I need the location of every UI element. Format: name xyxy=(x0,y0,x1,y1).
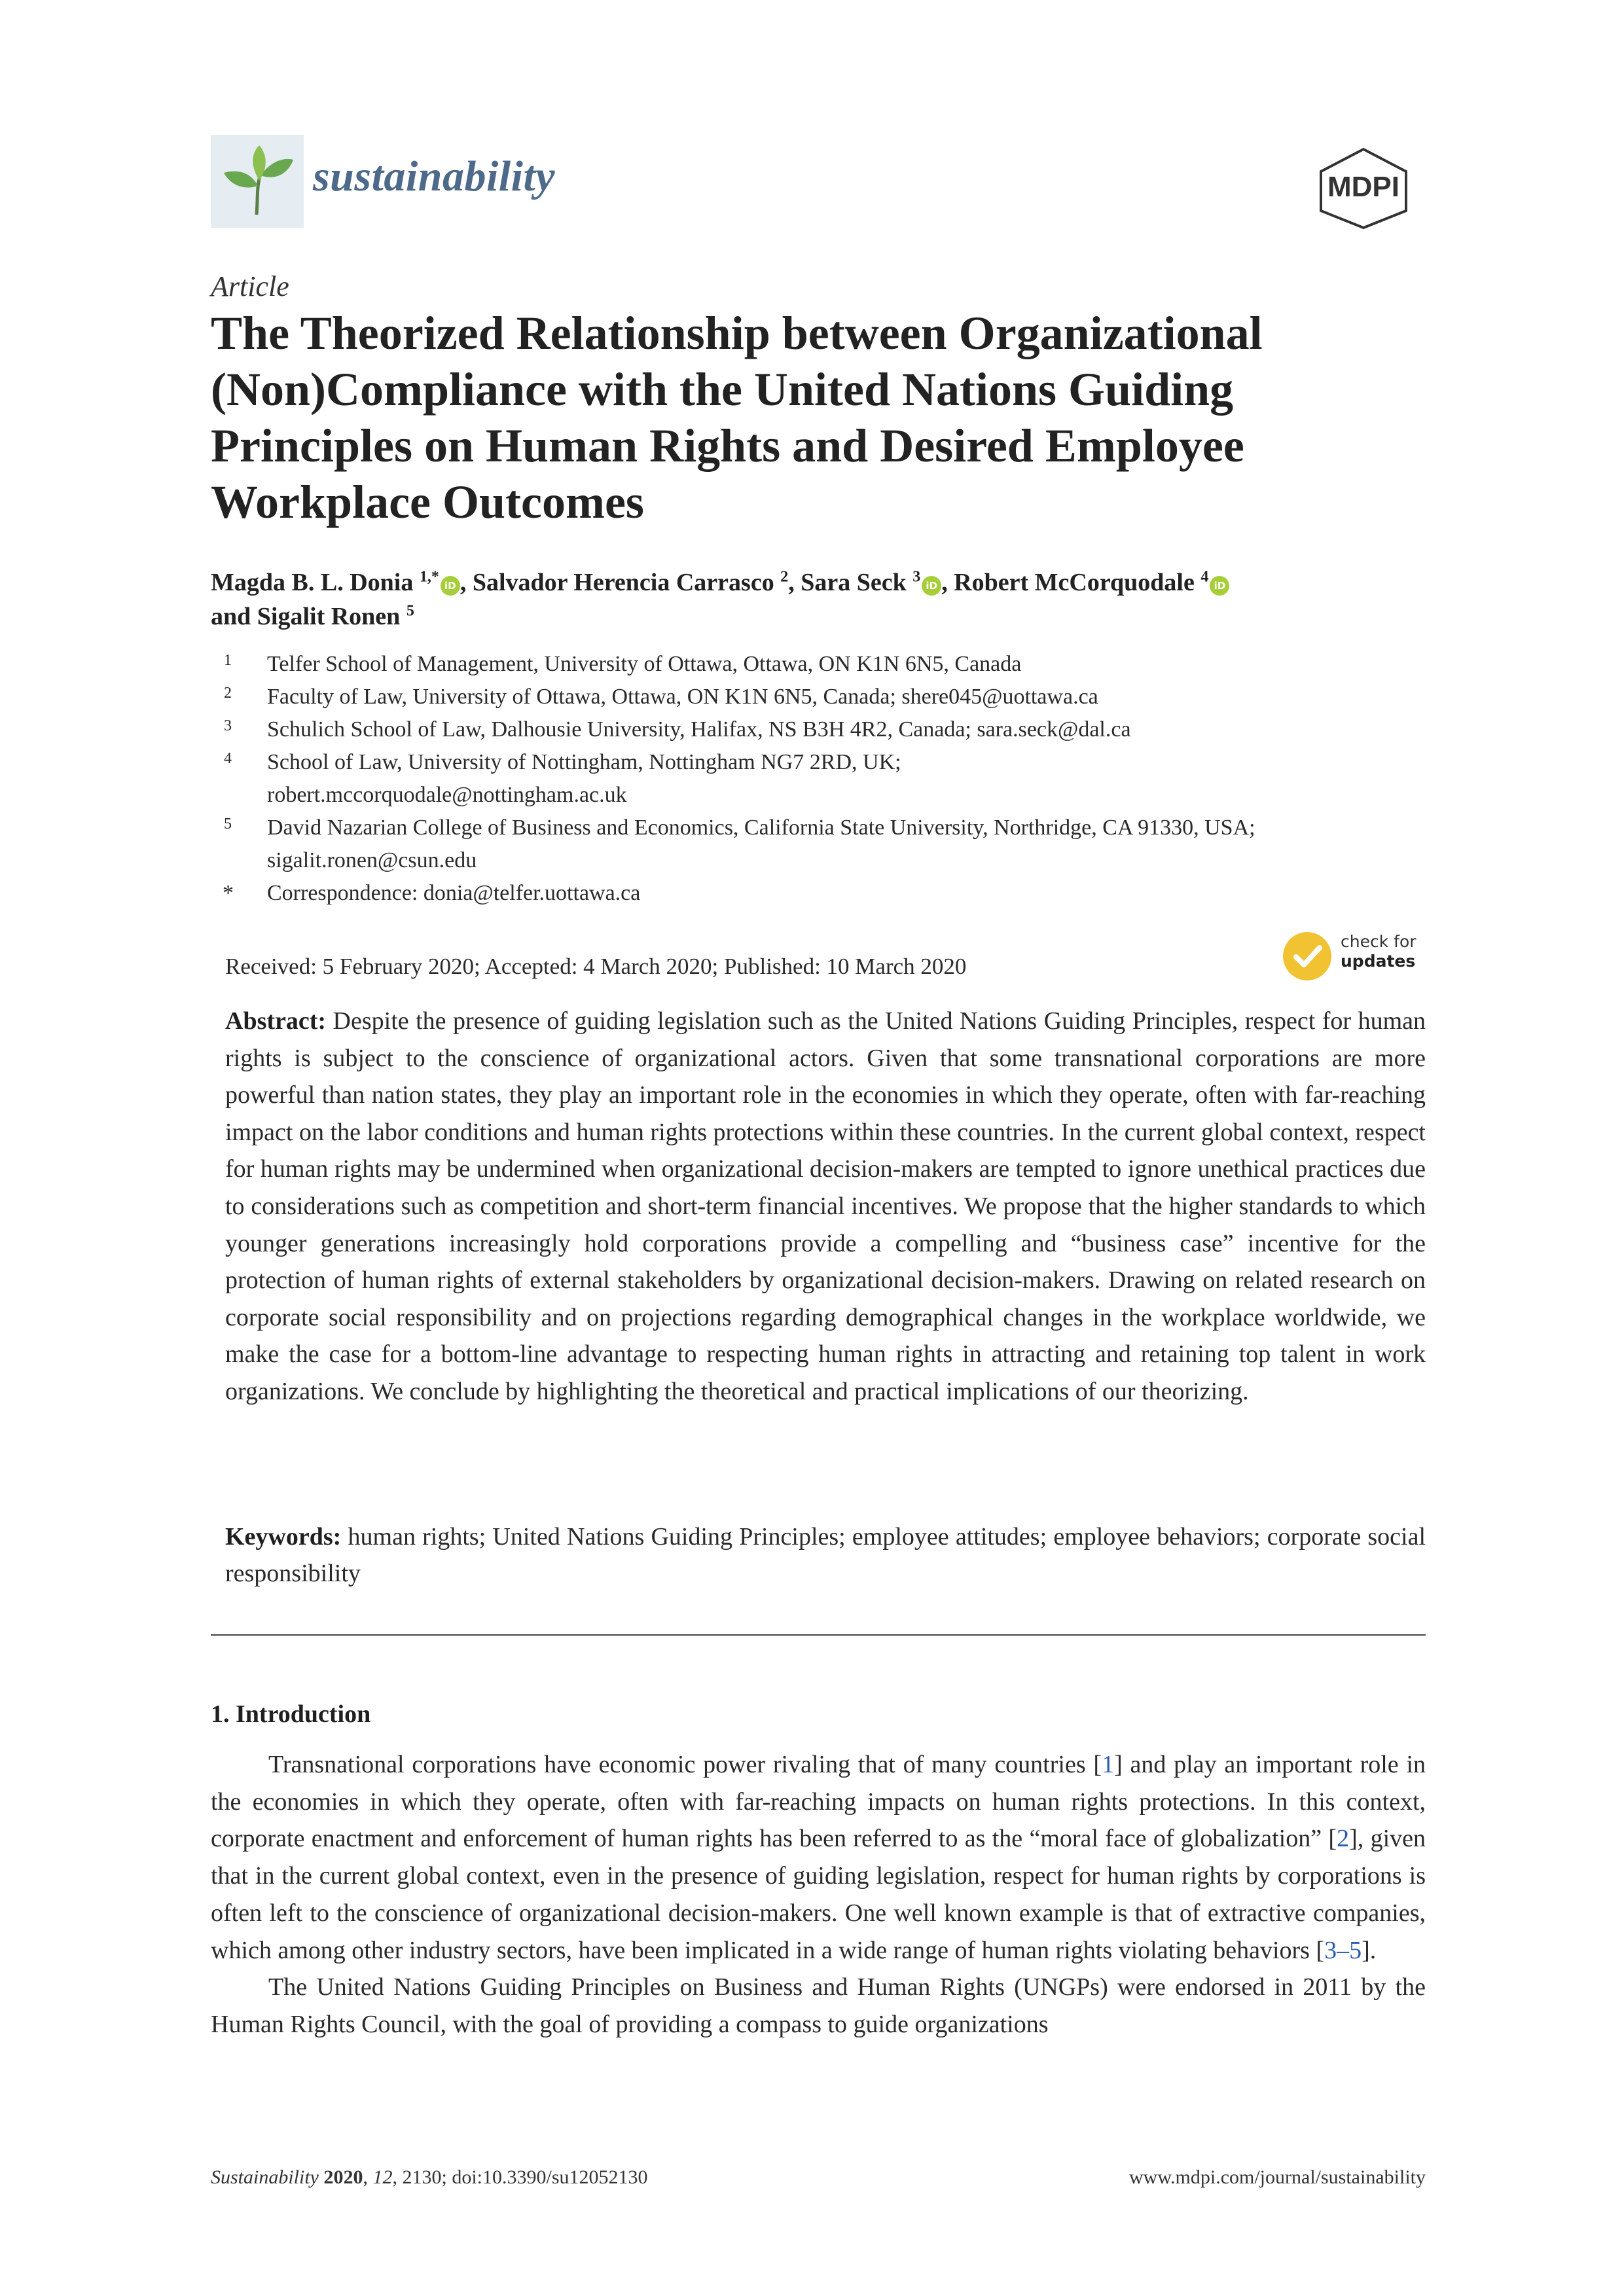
section-heading: 1. Introduction xyxy=(211,1700,371,1728)
correspondence xyxy=(211,877,1454,910)
orcid-icon[interactable]: iD xyxy=(922,576,941,596)
publisher-logo xyxy=(1308,145,1419,230)
introduction-body xyxy=(211,1746,1426,2043)
citation-link[interactable]: 1 xyxy=(1102,1751,1115,1778)
affiliation-line: Schulich School of Law, Dalhousie University, Halifax, NS B3H 4R2, Canada; sara.seck@dal.ca xyxy=(267,717,1131,742)
mdpi-logo-text: MDPI xyxy=(1327,171,1399,203)
citation-link[interactable]: 2 xyxy=(1337,1825,1350,1853)
affiliation-item xyxy=(211,812,1454,877)
check-for-updates-button[interactable] xyxy=(1283,929,1434,988)
affiliation-number: 1 xyxy=(224,652,232,669)
orcid-icon[interactable]: iD xyxy=(1210,576,1229,596)
author-name: Magda B. L. Donia xyxy=(211,569,414,596)
affiliation-item xyxy=(211,648,1454,681)
check-updates-line1: check for xyxy=(1341,932,1416,951)
title-line: Principles on Human Rights and Desired Employee xyxy=(211,420,1244,472)
author-name: Robert McCorquodale xyxy=(954,569,1195,596)
footer-doi: , 2130; doi:10.3390/su12052130 xyxy=(392,2166,648,2188)
keywords xyxy=(225,1518,1426,1592)
abstract xyxy=(225,1003,1426,1410)
author-affiliation-number: 2 xyxy=(780,568,789,586)
author-separator: , xyxy=(941,569,954,596)
journal-name: sustainability xyxy=(313,152,556,200)
keywords-text: human rights; United Nations Guiding Principles; employee attitudes; employee behaviors; corporate social responsibility xyxy=(225,1523,1426,1587)
check-updates-line2: updates xyxy=(1341,952,1416,971)
affiliation-item xyxy=(211,746,1454,812)
affiliation-line: David Nazarian College of Business and Economics, California State University, Northridge, CA 91330, USA; xyxy=(267,816,1255,840)
affiliation-number: 3 xyxy=(224,717,232,734)
journal-url-link[interactable]: www.mdpi.com/journal/sustainability xyxy=(1128,2166,1426,2188)
footer-volume: 12 xyxy=(372,2166,393,2188)
affiliation-line: Faculty of Law, University of Ottawa, Ottawa, ON K1N 6N5, Canada; shere045@uottawa.ca xyxy=(267,685,1098,709)
title-line: (Non)Compliance with the United Nations Guiding xyxy=(211,363,1234,416)
citation-link[interactable]: 3–5 xyxy=(1324,1936,1362,1964)
affiliation-number: 5 xyxy=(224,816,232,833)
paragraph: The United Nations Guiding Principles on Business and Human Rights (UNGPs) were endorsed in 2011 by the Human Rights Council, with the goal of providing a compass to guide organizations xyxy=(211,1973,1426,2038)
correspondence-text: Correspondence: donia@telfer.uottawa.ca xyxy=(267,881,641,905)
author-affiliation-number: 5 xyxy=(406,602,414,620)
section-divider xyxy=(211,1634,1426,1636)
paragraph: Transnational corporations have economic power rivaling that of many countries [1] and play an important role in the economies in which they operate, often with far-reaching impacts on human rights protections. In this context, corporate enactment and enforcement of human rights has been referred to as the “moral face of globalization” [2], given that in the current global context, even in the presence of guiding legislation, respect for human rights by corporations is often left to the conscience of organizational decision-makers. One well known example is that of extractive companies, which among other industry sectors, have been implicated in a wide range of human rights violating behaviors [3–5]. xyxy=(211,1751,1426,1964)
affiliation-number: 2 xyxy=(224,685,232,702)
title-line: The Theorized Relationship between Organizational xyxy=(211,307,1263,359)
abstract-text: Despite the presence of guiding legislation such as the United Nations Guiding Principles, respect for human rights is subject to the conscience of organizational actors. Given that some transnational corporations are more powerful than nation states, they play an important role in the economies in which they operate, often with far-reaching impact on the labor conditions and human rights protections within these countries. In the current global context, respect for human rights may be undermined when organizational decision-makers are tempted to ignore unethical practices due to considerations such as competition and short-term financial incentives. We propose that the higher standards to which younger generations increasingly hold corporations provide a compelling and “business case” incentive for the protection of human rights of external stakeholders by organizational decision-makers. Drawing on related research on corporate social responsibility and on projections regarding demographical changes in the workplace worldwide, we make the case for a bottom-line advantage to respecting human rights in attracting and retaining top talent in work organizations. We conclude by highlighting the theoretical and practical implications of our theorizing. xyxy=(225,1007,1426,1405)
affiliation-line: School of Law, University of Nottingham, Nottingham NG7 2RD, UK; xyxy=(267,750,901,774)
orcid-icon[interactable]: iD xyxy=(441,576,460,596)
author-name: Sara Seck xyxy=(801,569,907,596)
footer-journal: Sustainability xyxy=(211,2166,319,2188)
leaf-icon xyxy=(211,135,304,228)
author-separator: , xyxy=(788,569,801,596)
correspondence-mark: * xyxy=(223,881,234,905)
publication-dates: Received: 5 February 2020; Accepted: 4 March 2020; Published: 10 March 2020 xyxy=(225,954,967,979)
author-name: and Sigalit Ronen xyxy=(211,603,401,630)
check-updates-icon xyxy=(1283,932,1331,980)
journal-logo xyxy=(211,135,304,228)
author-affiliation-number: 3 xyxy=(912,568,921,586)
affiliation-item xyxy=(211,713,1454,746)
keywords-label: Keywords: xyxy=(225,1523,342,1551)
citation-footer: Sustainability 2020, 12, 2130; doi:10.3390/su12052130 xyxy=(211,2166,648,2188)
author-separator: , xyxy=(460,569,473,596)
author-affiliation-number: 4 xyxy=(1200,568,1209,586)
author-affiliation-number: 1,* xyxy=(419,568,439,586)
affiliation-line: Telfer School of Management, University of Ottawa, Ottawa, ON K1N 6N5, Canada xyxy=(267,652,1022,676)
affiliation-line: robert.mccorquodale@nottingham.ac.uk xyxy=(267,783,627,807)
footer-year: 2020 xyxy=(323,2166,363,2188)
abstract-label: Abstract: xyxy=(225,1007,327,1035)
affiliation-list xyxy=(211,648,1454,910)
author-list xyxy=(211,565,1454,634)
article-type: Article xyxy=(211,270,289,302)
author-name: Salvador Herencia Carrasco xyxy=(472,569,774,596)
title-line: Workplace Outcomes xyxy=(211,476,644,528)
affiliation-item xyxy=(211,681,1454,713)
affiliation-line: sigalit.ronen@csun.edu xyxy=(267,848,477,872)
affiliation-number: 4 xyxy=(224,750,232,767)
paper-title xyxy=(211,305,1454,530)
